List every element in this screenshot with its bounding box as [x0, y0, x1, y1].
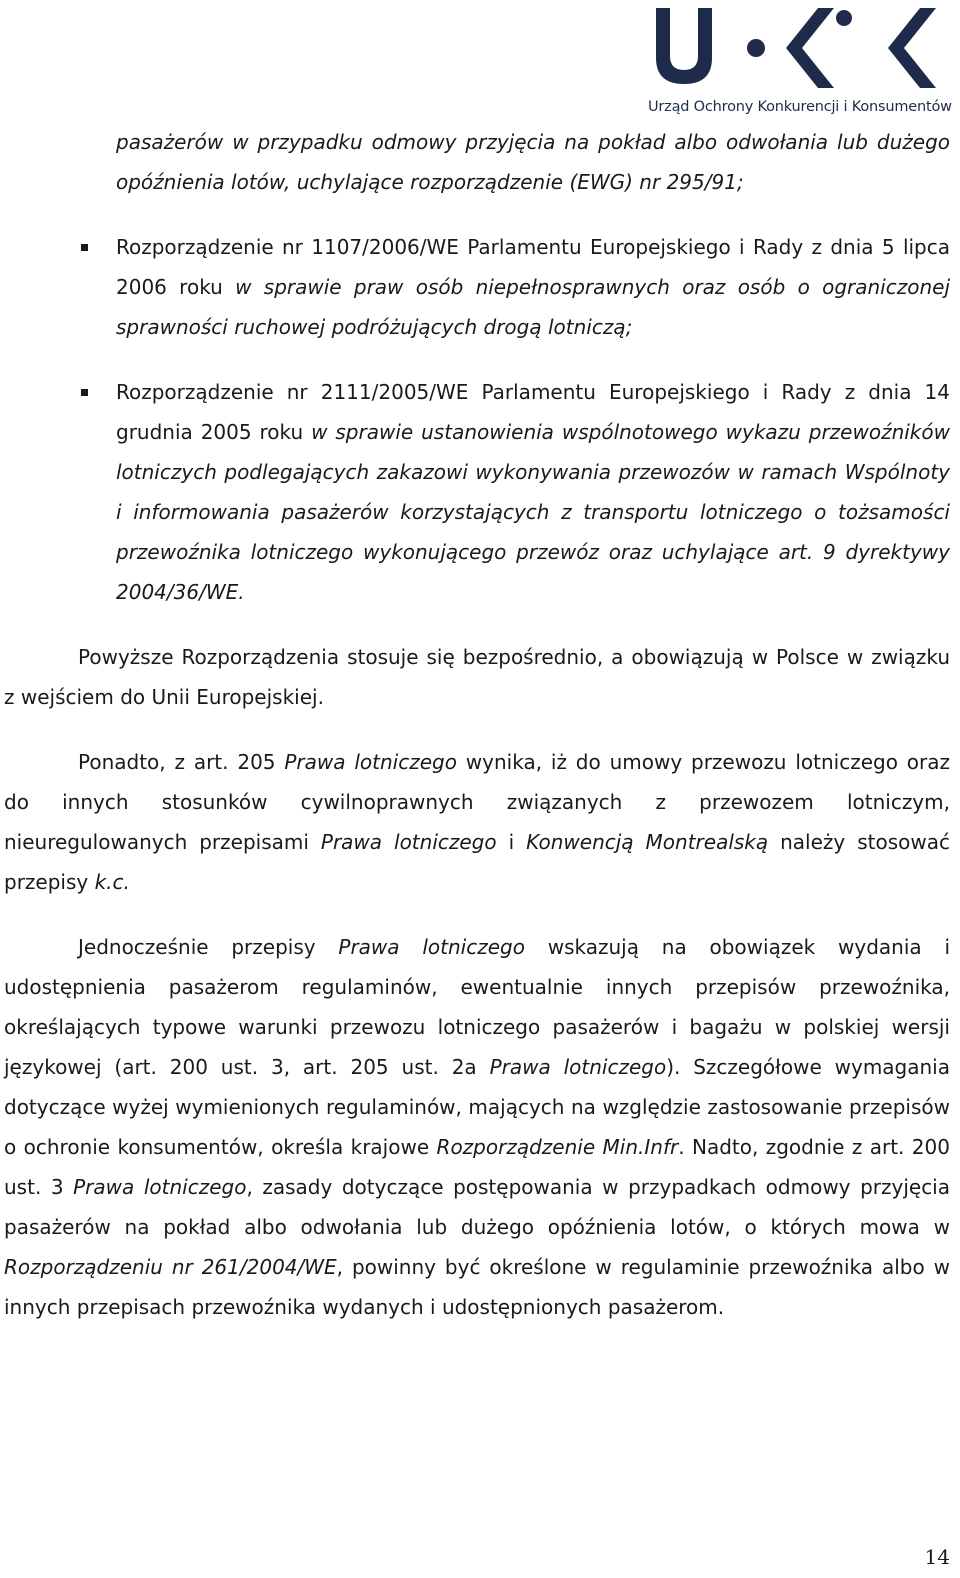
- logo-caption: Urząd Ochrony Konkurencji i Konsumentów: [648, 99, 952, 115]
- uokik-logo-mark: [648, 4, 944, 96]
- bullet-icon: [81, 389, 88, 396]
- intro-continuation: pasażerów w przypadku odmowy przyjęcia na pokład albo odwołania lub dużego opóźnienia lotów, uchylające rozporządzenie (EWG) nr 295/91;: [116, 130, 950, 194]
- paragraph-3: Jednocześnie przepisy Prawa lotniczego wskazują na obowiązek wydania i udostępnienia pasażerom regulaminów, ewentualnie innych przepisów przewoźnika, określających typowe warunki przewozu lotniczego pasażerów i bagażu w polskiej wersji językowej (art. 200 ust. 3, art. 205 ust. 2a Prawa lotniczego). Szczegółowe wymagania dotyczące wyżej wymienionych regulaminów, mających na względzie zastosowanie przepisów o ochronie konsumentów, określa krajowe Rozporządzenie Min.Infr. Nadto, zgodnie z art. 200 ust. 3 Prawa lotniczego, zasady dotyczące postępowania w przypadkach odmowy przyjęcia pasażerów na pokład albo odwołania lub dużego opóźnienia lotów, o których mowa w Rozporządzeniu nr 261/2004/WE, powinny być określone w regulaminie przewoźnika albo w innych przepisach przewoźnika wydanych i udostępnionych pasażerom.: [4, 935, 950, 1319]
- paragraph-1: Powyższe Rozporządzenia stosuje się bezpośrednio, a obowiązują w Polsce w związku z wejściem do Unii Europejskiej.: [4, 645, 950, 709]
- list-item: Rozporządzenie nr 1107/2006/WE Parlamentu Europejskiego i Rady z dnia 5 lipca 2006 roku w sprawie praw osób niepełnosprawnych oraz osób o ograniczonej sprawności ruchowej podróżujących drogą lotniczą;: [4, 227, 950, 347]
- paragraph-2: Ponadto, z art. 205 Prawa lotniczego wynika, iż do umowy przewozu lotniczego oraz do innych stosunków cywilnoprawnych związanych z przewozem lotniczym, nieuregulowanych przepisami Prawa lotniczego i Konwencją Montrealską należy stosować przepisy k.c.: [4, 750, 950, 894]
- document-body: [4, 122, 950, 1352]
- regulation-list: [4, 227, 950, 612]
- page-number: 14: [924, 1545, 950, 1569]
- list-item: Rozporządzenie nr 2111/2005/WE Parlamentu Europejskiego i Rady z dnia 14 grudnia 2005 roku w sprawie ustanowienia wspólnotowego wykazu przewoźników lotniczych podlegających zakazowi wykonywania przewozów w ramach Wspólnoty i informowania pasażerów korzystających z transportu lotniczego o tożsamości przewoźnika lotniczego wykonującego przewóz oraz uchylające art. 9 dyrektywy 2004/36/WE.: [4, 372, 950, 612]
- bullet-icon: [81, 244, 88, 251]
- uokik-logo: [648, 4, 952, 116]
